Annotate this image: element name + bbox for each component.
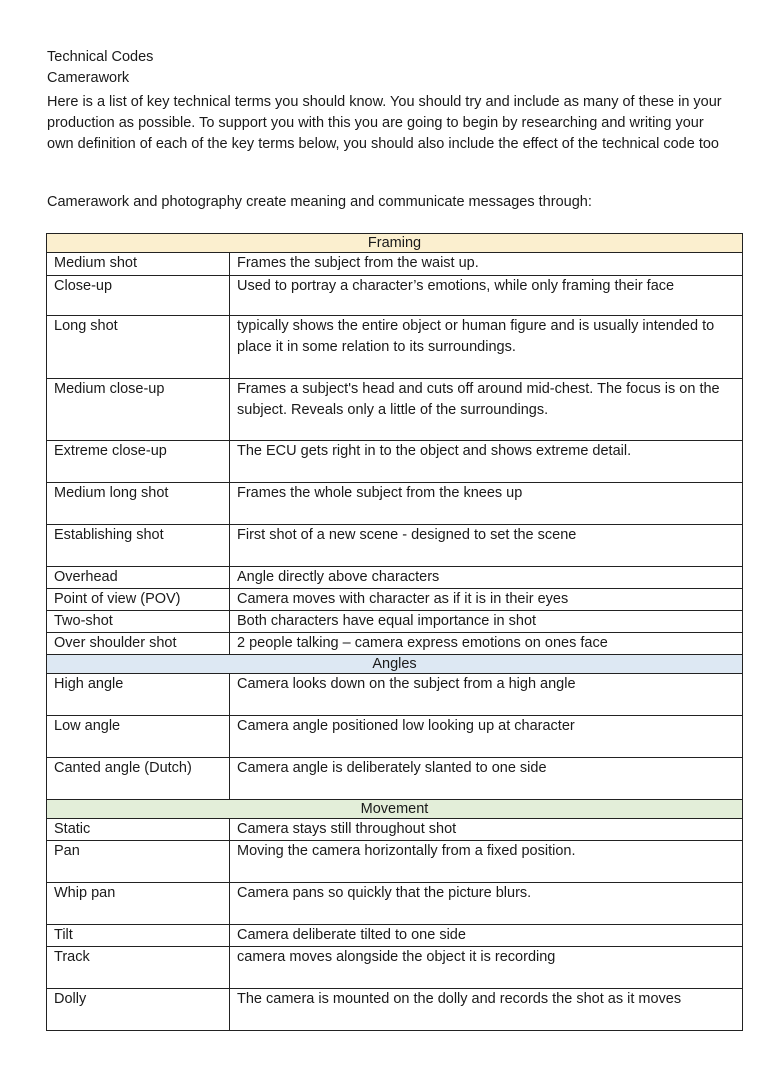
table-row <box>47 589 743 611</box>
definition-cell: Frames a subject's head and cuts off around mid-chest. The focus is on the subject. Reveals only a little of the surroundings. <box>230 379 743 441</box>
table-row <box>47 883 743 925</box>
table-row <box>47 567 743 589</box>
term-cell: Establishing shot <box>47 525 230 567</box>
table-row <box>47 441 743 483</box>
term-cell: Tilt <box>47 925 230 947</box>
term-cell: Dolly <box>47 989 230 1031</box>
definition-cell: Frames the subject from the waist up. <box>230 253 743 276</box>
table-row <box>47 819 743 841</box>
section-title: Angles <box>47 655 743 674</box>
document-title: Technical Codes <box>47 49 154 65</box>
definition-cell: typically shows the entire object or human figure and is usually intended to place it in some relation to its surroundings. <box>230 316 743 379</box>
table-row <box>47 379 743 441</box>
table-row <box>47 611 743 633</box>
term-cell: Medium close-up <box>47 379 230 441</box>
definition-cell: Camera moves with character as if it is in their eyes <box>230 589 743 611</box>
term-cell: Extreme close-up <box>47 441 230 483</box>
definition-cell: Both characters have equal importance in shot <box>230 611 743 633</box>
definition-cell: The ECU gets right in to the object and shows extreme detail. <box>230 441 743 483</box>
definition-cell: Camera angle positioned low looking up at character <box>230 716 743 758</box>
definition-cell: 2 people talking – camera express emotions on ones face <box>230 633 743 655</box>
term-cell: Long shot <box>47 316 230 379</box>
definition-cell: Camera angle is deliberately slanted to one side <box>230 758 743 800</box>
intro-paragraph: Here is a list of key technical terms you should know. You should try and include as many of these in your production as possible. To support you with this you are going to begin by researching and writing your own definition of each of the key terms below, you should also include the effect of the technical code too <box>47 94 722 152</box>
definition-cell: Used to portray a character’s emotions, while only framing their face <box>230 276 743 316</box>
term-cell: Close-up <box>47 276 230 316</box>
definition-cell: The camera is mounted on the dolly and records the shot as it moves <box>230 989 743 1031</box>
definition-cell: First shot of a new scene - designed to set the scene <box>230 525 743 567</box>
definition-cell: camera moves alongside the object it is recording <box>230 947 743 989</box>
term-cell: Point of view (POV) <box>47 589 230 611</box>
section-header-framing <box>47 234 743 253</box>
term-cell: Medium shot <box>47 253 230 276</box>
table-row <box>47 316 743 379</box>
document-subtitle: Camerawork <box>47 70 130 86</box>
term-cell: Two-shot <box>47 611 230 633</box>
definition-cell: Angle directly above characters <box>230 567 743 589</box>
section-header-angles <box>47 655 743 674</box>
table-row <box>47 633 743 655</box>
table-row <box>47 989 743 1031</box>
section-title: Movement <box>47 800 743 819</box>
table-row <box>47 525 743 567</box>
table-row <box>47 253 743 276</box>
term-cell: Track <box>47 947 230 989</box>
table-row <box>47 483 743 525</box>
term-cell: Static <box>47 819 230 841</box>
definition-cell: Frames the whole subject from the knees up <box>230 483 743 525</box>
table-row <box>47 716 743 758</box>
section-header-movement <box>47 800 743 819</box>
lead-sentence: Camerawork and photography create meaning and communicate messages through: <box>47 194 592 210</box>
term-cell: High angle <box>47 674 230 716</box>
term-cell: Pan <box>47 841 230 883</box>
definition-cell: Camera looks down on the subject from a high angle <box>230 674 743 716</box>
definition-cell: Camera pans so quickly that the picture blurs. <box>230 883 743 925</box>
definition-cell: Moving the camera horizontally from a fixed position. <box>230 841 743 883</box>
definition-cell: Camera stays still throughout shot <box>230 819 743 841</box>
definition-cell: Camera deliberate tilted to one side <box>230 925 743 947</box>
terms-table <box>46 233 743 1031</box>
table-row <box>47 841 743 883</box>
table-row <box>47 276 743 316</box>
table-row <box>47 947 743 989</box>
term-cell: Low angle <box>47 716 230 758</box>
term-cell: Whip pan <box>47 883 230 925</box>
term-cell: Over shoulder shot <box>47 633 230 655</box>
table-row <box>47 674 743 716</box>
term-cell: Medium long shot <box>47 483 230 525</box>
term-cell: Canted angle (Dutch) <box>47 758 230 800</box>
term-cell: Overhead <box>47 567 230 589</box>
table-row <box>47 758 743 800</box>
table-row <box>47 925 743 947</box>
section-title: Framing <box>47 234 743 253</box>
